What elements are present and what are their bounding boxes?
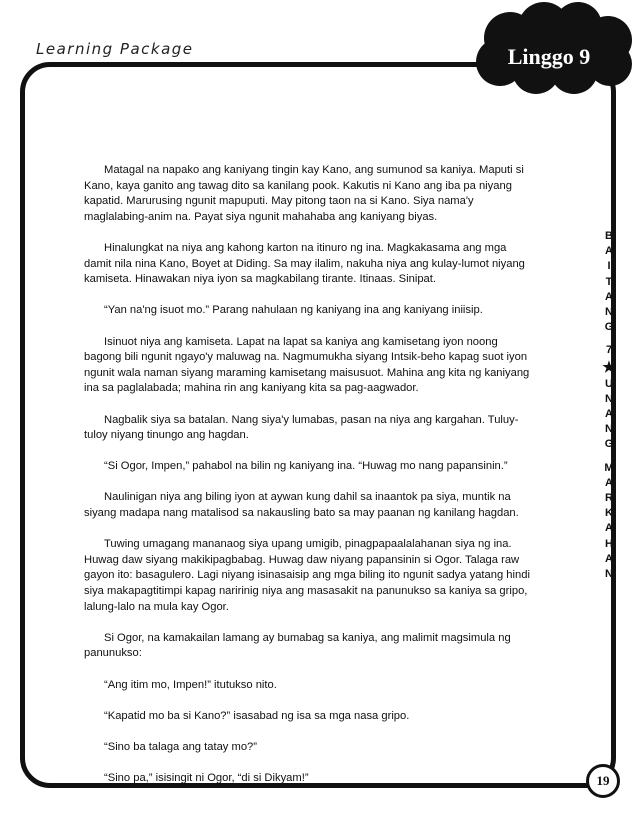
paragraph: Tuwing umagang mananaog siya upang umigib, pinagpapaalalahanan siya ng ina. Huwag daw siyang makikipagbabag. Huwag daw niyang papansinin si Ogor. Talaga raw gayon ito: basagulero. Lagi niyang isinasaisip ang mga biling ito ngunit sadya yatang hindi siya makapagtitimpi kapag naririnig niya ang masasakit na panunukso sa kaniya sa gripo, lalung-lalo na mula kay Ogor.	[84, 538, 530, 613]
side-letter: N	[605, 306, 613, 319]
side-letter: A	[605, 245, 613, 258]
side-grade-label	[600, 229, 618, 582]
side-letter: A	[605, 408, 613, 421]
side-letter: N	[605, 392, 613, 405]
paragraph: Nagbalik siya sa batalan. Nang siya'y lumabas, pasan na niya ang kargahan. Tuluy-tuloy niyang tinungo ang hagdan.	[84, 413, 519, 442]
side-letter: A	[605, 476, 613, 489]
paragraph: “Sino ba talaga ang tatay mo?”	[104, 740, 257, 753]
paragraph: Isinuot niya ang kamiseta. Lapat na lapat sa kaniya ang kamisetang iyon noong bagong bili ngunit ngayo'y maluwag na. Nagmumukha siyang Intsik-beho kapag suot iyon ngunit wala naman siyang maraming kamisetang maisusuot. Mahina ang kita ng kaniyang ina sa paglalabada; mahina rin ang kaniyang kita sa pag-aagwador.	[84, 335, 530, 395]
paragraph: “Ang itim mo, Impen!” itutukso nito.	[104, 678, 277, 691]
side-letter: I	[607, 260, 611, 273]
header-title: Learning Package	[36, 40, 194, 58]
side-letter: K	[605, 507, 613, 520]
side-letter: R	[605, 492, 613, 505]
paragraph: Matagal na napako ang kaniyang tingin kay Kano, ang sumunod sa kaniya. Maputi si Kano, kaya ganito ang tawag dito sa kanilang pook. Kakutis ni Kano ang iba pa niyang kapatid. Marurusing ngunit mapuputi. May pitong taon na si Kano. Siya nama'y maglalabing-anim na. Payat siya ngunit mahahaba ang kaniyang biyas.	[84, 164, 524, 223]
side-letter: B	[605, 230, 613, 242]
star-icon: ★	[602, 358, 616, 376]
side-grade-number: 7	[605, 344, 613, 357]
side-letter: G	[604, 321, 614, 334]
side-letter: A	[605, 522, 613, 535]
side-letter: G	[604, 438, 614, 451]
week-label: Linggo 9	[507, 44, 591, 69]
story-text	[84, 163, 534, 802]
paragraph: Hinalungkat na niya ang kahong karton na itinuro ng ina. Magkakasama ang mga damit nila nina Kano, Boyet at Diding. Sa may ilalim, nakuha niya ang kulay-lumot niyang kamiseta. Hinawakan niya iyon sa magkabilang tirante. Itinaas. Sinipat.	[84, 241, 525, 286]
paragraph: Si Ogor, na kamakailan lamang ay bumabag sa kaniya, ang malimit magsimula ng panunukso:	[84, 631, 511, 660]
paragraph: “Yan na'ng isuot mo.” Parang nahulaan ng kaniyang ina ang kaniyang iniisip.	[104, 304, 483, 317]
side-letter: U	[605, 377, 613, 390]
paragraph: “Sino pa,” isisingit ni Ogor, “di si Dikyam!”	[104, 772, 309, 785]
side-letter: A	[605, 290, 613, 303]
side-letter: T	[605, 275, 613, 288]
side-letter: M	[604, 461, 614, 474]
side-letter: A	[605, 552, 613, 565]
paragraph: “Kapatid mo ba si Kano?” isasabad ng isa sa mga nasa gripo.	[104, 709, 410, 722]
side-letter: N	[605, 568, 613, 581]
side-letter: N	[605, 423, 613, 436]
paragraph: Naulinigan niya ang biling iyon at aywan kung dahil sa inaantok pa siya, muntik na siyang madapa nang matalisod sa nakausling bato sa may paanan ng kanilang hagdan.	[84, 491, 519, 520]
page-number: 19	[586, 764, 620, 798]
paragraph: “Si Ogor, Impen,” pahabol na bilin ng kaniyang ina. “Huwag mo nang papansinin.”	[104, 460, 508, 473]
side-letter: H	[605, 537, 613, 550]
